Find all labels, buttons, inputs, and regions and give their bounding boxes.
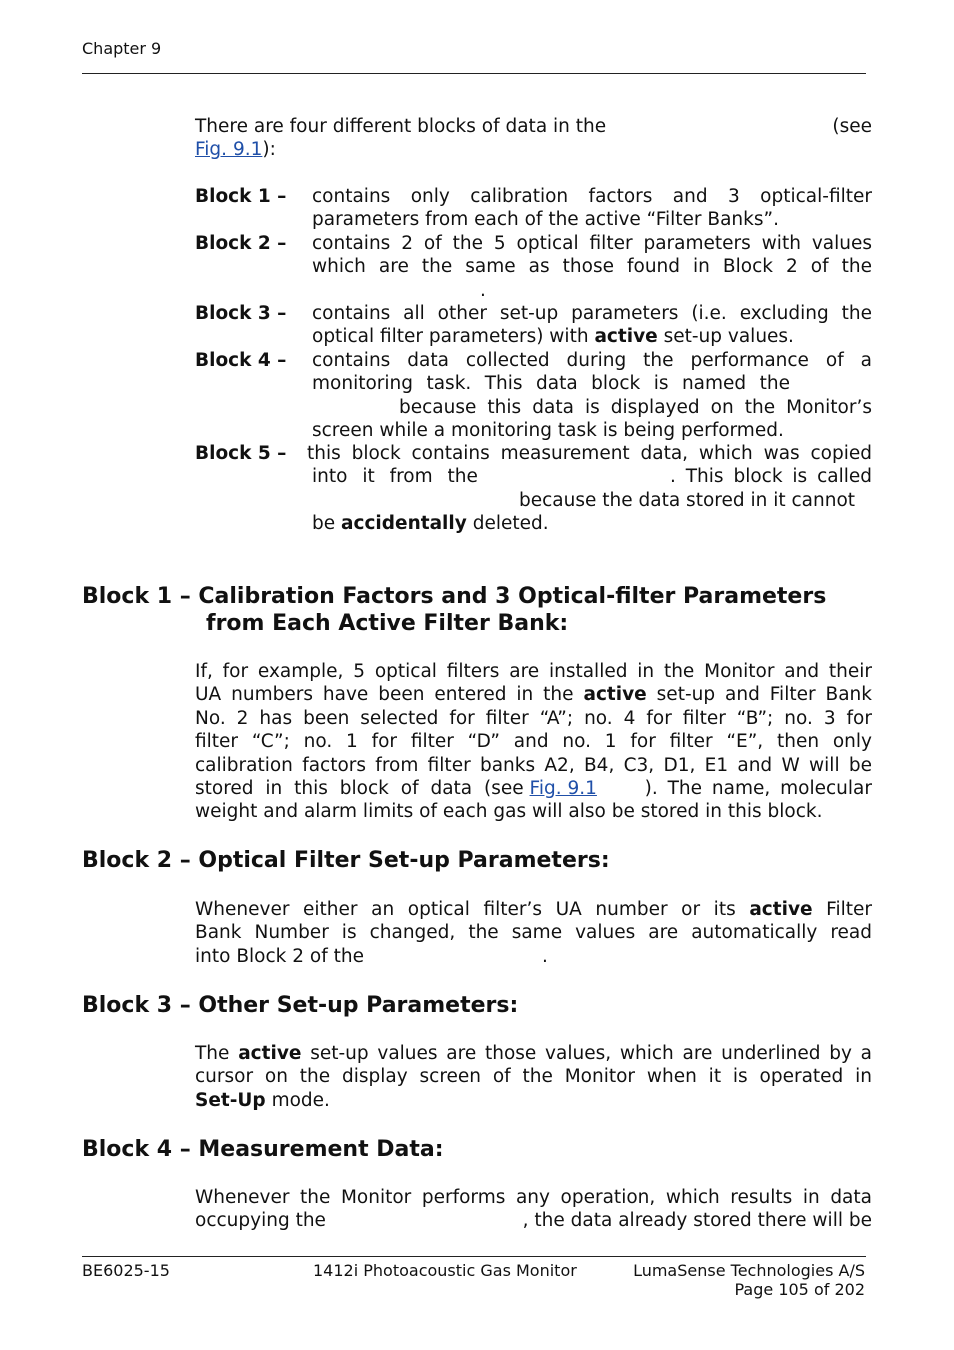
para-text: UA numbers have been entered in the bbox=[195, 684, 574, 706]
footer-page-number: Page 105 of 202 bbox=[734, 1280, 865, 1299]
block-4-line: because this data is displayed on the Monitor’s bbox=[399, 396, 872, 418]
para-text: The bbox=[195, 1043, 230, 1064]
block-3-desc bbox=[312, 302, 872, 349]
chapter-header: Chapter 9 bbox=[82, 39, 162, 58]
block-2-desc bbox=[312, 232, 872, 302]
para-text: Whenever either an optical filter’s UA number or its bbox=[195, 899, 736, 920]
heading-line: from Each Active Filter Bank: bbox=[206, 611, 569, 636]
para-line: Whenever the Monitor performs any operation, which results in data bbox=[195, 1187, 872, 1208]
block-2-line: contains 2 of the 5 optical filter parameters with values bbox=[312, 233, 872, 254]
para-text: occupying the bbox=[195, 1210, 326, 1232]
block-5-line: because the data stored in it cannot bbox=[519, 489, 856, 511]
block-2-line: which are the same as those found in Block 2 of the bbox=[312, 256, 872, 278]
block-5-line: this block contains measurement data, which was copied bbox=[307, 443, 872, 464]
block-5-desc bbox=[307, 442, 872, 536]
para-line: Bank Number is changed, the same values are automatically read bbox=[195, 922, 872, 944]
block-4-label: Block 4 – bbox=[195, 350, 287, 371]
para-line: calibration factors from filter banks A2, B4, C3, D1, E1 and W will be bbox=[195, 754, 872, 776]
block-4-line: screen while a monitoring task is being performed. bbox=[312, 420, 784, 442]
section-4-paragraph bbox=[195, 1186, 872, 1233]
block-5-text: . This block is called bbox=[670, 466, 872, 488]
para-text: stored in this block of data (see bbox=[195, 778, 524, 800]
section-1-paragraph bbox=[195, 660, 872, 824]
block-3-line: contains all other set-up parameters (i.e. excluding the bbox=[312, 303, 872, 324]
para-text: into Block 2 of the bbox=[195, 945, 364, 967]
fig-link[interactable]: Fig. 9.1 bbox=[195, 139, 263, 161]
block-1-line: parameters from each of the active “Filter Banks”. bbox=[312, 209, 779, 231]
footer-rule bbox=[82, 1256, 866, 1257]
section-2-heading: Block 2 – Optical Filter Set-up Parameters: bbox=[82, 848, 610, 873]
para-line: weight and alarm limits of each gas will also be stored in this block. bbox=[195, 801, 823, 823]
para-bold: active bbox=[749, 899, 813, 920]
block-4-line: contains data collected during the performance of a bbox=[312, 350, 872, 371]
section-1-heading bbox=[82, 583, 826, 637]
intro-text: There are four different blocks of data in the bbox=[195, 116, 607, 137]
para-line: cursor on the display screen of the Monitor when it is operated in bbox=[195, 1066, 872, 1088]
intro-after: ): bbox=[262, 139, 276, 161]
section-3-paragraph bbox=[195, 1042, 872, 1112]
intro-paragraph bbox=[195, 115, 872, 162]
para-text: , the data already stored there will be bbox=[522, 1210, 872, 1232]
block-5-text: be bbox=[312, 513, 336, 535]
fig-link[interactable]: Fig. 9.1 bbox=[529, 778, 597, 800]
para-text: Filter bbox=[826, 899, 872, 920]
block-4-desc bbox=[312, 349, 872, 443]
footer-doc-id: BE6025-15 bbox=[82, 1261, 170, 1280]
section-2-paragraph bbox=[195, 898, 872, 968]
footer-product: 1412i Photoacoustic Gas Monitor bbox=[313, 1261, 577, 1280]
heading-line: Block 1 – Calibration Factors and 3 Optical-filter Parameters bbox=[82, 584, 827, 609]
para-text: set-up values are those values, which are underlined by a bbox=[310, 1043, 873, 1064]
para-line: If, for example, 5 optical filters are installed in the Monitor and their bbox=[195, 661, 872, 682]
block-3-bold: active bbox=[594, 326, 658, 348]
section-4-heading: Block 4 – Measurement Data: bbox=[82, 1137, 444, 1162]
block-2-line: . bbox=[480, 279, 486, 301]
para-text: mode. bbox=[271, 1089, 330, 1111]
para-bold: Set-Up bbox=[195, 1089, 266, 1111]
block-5-text: deleted. bbox=[472, 513, 549, 535]
block-3-text: set-up values. bbox=[663, 326, 794, 348]
block-1-line: contains only calibration factors and 3 optical-filter bbox=[312, 186, 872, 207]
block-1-desc bbox=[312, 185, 872, 232]
intro-see: (see bbox=[832, 116, 872, 137]
para-text: . bbox=[541, 945, 548, 967]
para-bold: active bbox=[583, 684, 647, 706]
block-4-line: monitoring task. This data block is named the bbox=[312, 373, 790, 395]
para-bold: active bbox=[238, 1043, 302, 1064]
block-5-text: into it from the bbox=[312, 466, 478, 488]
block-2-label: Block 2 – bbox=[195, 233, 287, 254]
section-3-heading: Block 3 – Other Set-up Parameters: bbox=[82, 993, 519, 1018]
para-text: set-up and Filter Bank bbox=[656, 684, 872, 706]
footer-company: LumaSense Technologies A/S bbox=[633, 1261, 865, 1280]
header-rule bbox=[82, 73, 866, 74]
para-line: filter “C”; no. 1 for filter “D” and no. 1 for filter “E”, then only bbox=[195, 731, 872, 753]
block-5-bold: accidentally bbox=[341, 513, 467, 535]
para-line: No. 2 has been selected for filter “A”; no. 4 for filter “B”; no. 3 for bbox=[195, 707, 872, 729]
block-1-label: Block 1 – bbox=[195, 186, 287, 207]
block-5-label: Block 5 – bbox=[195, 443, 287, 464]
para-text: ). The name, molecular bbox=[644, 778, 872, 800]
block-3-label: Block 3 – bbox=[195, 303, 287, 324]
block-3-text: optical filter parameters) with bbox=[312, 326, 589, 348]
